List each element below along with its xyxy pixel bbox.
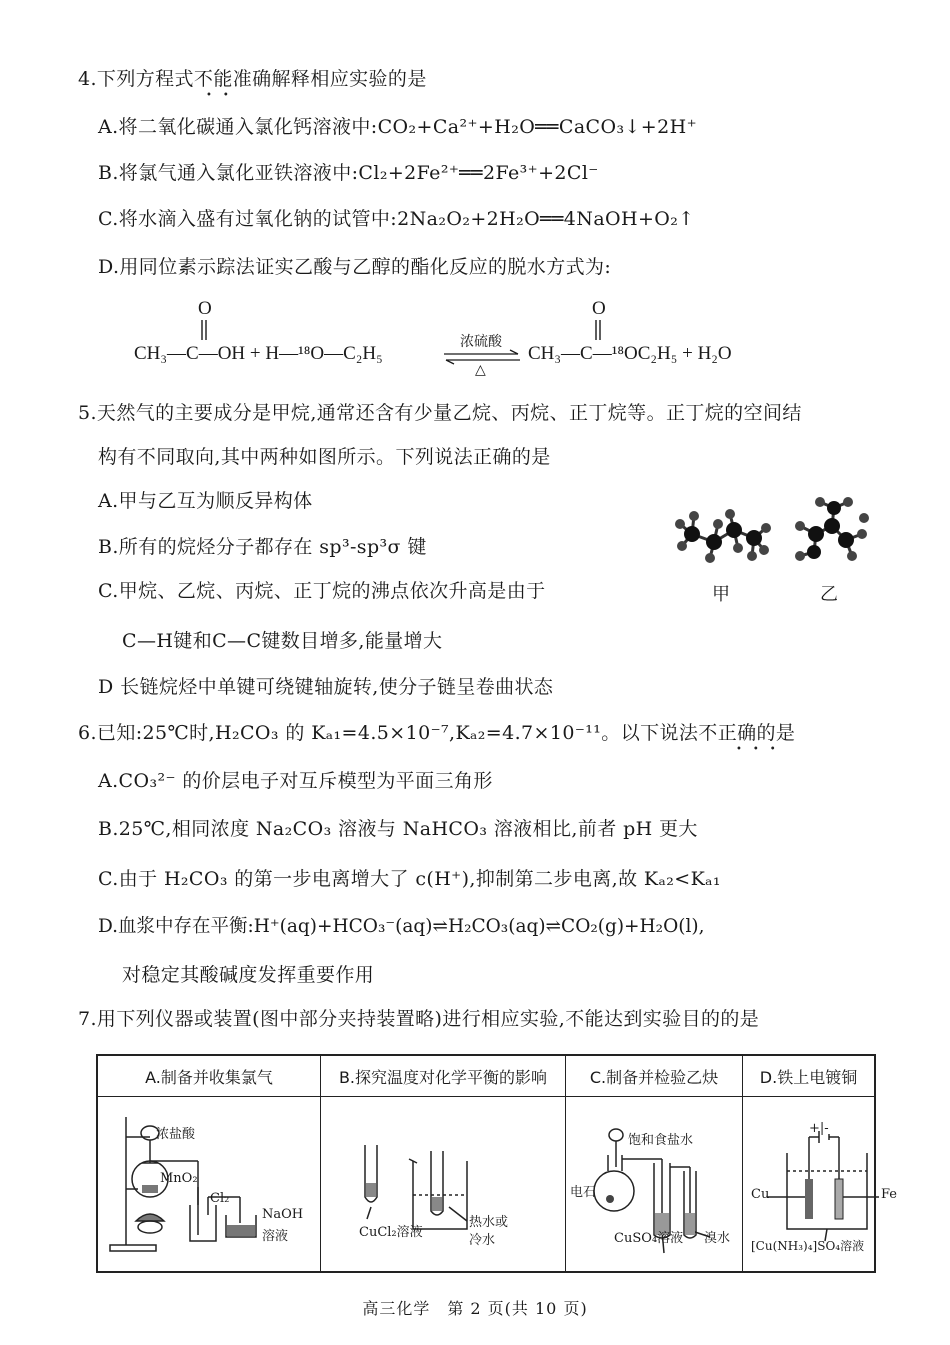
apparatus-b <box>321 1097 566 1273</box>
header-b: B.探究温度对化学平衡的影响 <box>321 1055 566 1097</box>
q5-option-c-line1: C.甲烷、乙烷、丙烷、正丁烷的沸点依次升高是由于 <box>98 580 546 602</box>
q4-option-c: C.将水滴入盛有过氧化钠的试管中:2Na₂O₂+2H₂O══4NaOH+O₂↑ <box>98 208 695 230</box>
label-iron: Fe <box>881 1187 898 1202</box>
equation-products: CH₃—C—¹⁸OC₂H₅ + H₂O <box>528 343 732 364</box>
q5-option-a: A.甲与乙互为顺反异构体 <box>98 490 313 512</box>
heat-symbol: △ <box>475 363 486 378</box>
label-copper: Cu <box>751 1187 770 1202</box>
q6-option-b: B.25℃,相同浓度 Na₂CO₃ 溶液与 NaHCO₃ 溶液相比,前者 pH 更大 <box>98 818 698 840</box>
label-cold-water: 冷水 <box>469 1233 496 1248</box>
q6-option-a: A.CO₃²⁻ 的价层电子对互斥模型为平面三角形 <box>98 770 493 792</box>
label-copper-complex-solution: [Cu(NH₃)₄]SO₄溶液 <box>751 1239 865 1253</box>
double-bond-lines <box>195 318 615 344</box>
apparatus-table <box>96 1054 898 1273</box>
apparatus-a <box>97 1097 321 1273</box>
equilibrium-apparatus-drawing <box>321 1097 557 1271</box>
q6-option-d-line1: D.血浆中存在平衡:H⁺(aq)+HCO₃⁻(aq)⇌H₂CO₃(aq)⇌CO₂(g)+H₂O(l), <box>98 916 705 937</box>
label-bromine-water: 溴水 <box>704 1231 731 1246</box>
q4-option-b: B.将氯气通入氯化亚铁溶液中:Cl₂+2Fe²⁺══2Fe³⁺+2Cl⁻ <box>98 162 599 184</box>
model-label-yi: 乙 <box>820 584 838 605</box>
equation-reactants: CH₃—C—OH + H—¹⁸O—C₂H₅ <box>134 343 383 364</box>
q5-option-c-line2: C—H键和C—C键数目增多,能量增大 <box>122 630 443 652</box>
butane-anti-model <box>672 504 772 564</box>
carbonyl-o-left: O <box>198 298 212 319</box>
q6-option-c: C.由于 H₂CO₃ 的第一步电离增大了 c(H⁺),抑制第二步电离,故 Kₐ₂<Kₐ₁ <box>98 868 721 890</box>
header-c: C.制备并检验乙炔 <box>566 1055 743 1097</box>
carbonyl-o-right: O <box>592 298 606 319</box>
label-naoh: NaOH <box>262 1207 304 1222</box>
q5-option-d: D 长链烷烃中单键可绕键轴旋转,使分子链呈卷曲状态 <box>98 676 554 698</box>
q6-option-d-line2: 对稳定其酸碱度发挥重要作用 <box>122 964 375 986</box>
label-cl2: Cl₂ <box>210 1191 230 1206</box>
label-calcium-carbide: 电石 <box>570 1185 597 1200</box>
label-mno2: MnO₂ <box>160 1171 198 1186</box>
q5-stem-line1: 5.天然气的主要成分是甲烷,通常还含有少量乙烷、丙烷、正丁烷等。正丁烷的空间结 <box>78 402 802 424</box>
page-footer: 高三化学 第 2 页(共 10 页) <box>362 1299 588 1318</box>
label-hot-water: 热水或 <box>469 1215 509 1230</box>
chlorine-apparatus-drawing <box>98 1097 312 1271</box>
emphasis-dots: ••• <box>736 744 787 755</box>
q4-option-a: A.将二氧化碳通入氯化钙溶液中:CO₂+Ca²⁺+H₂O══CaCO₃↓+2H⁺ <box>98 116 698 138</box>
label-conc-hcl: 浓盐酸 <box>156 1127 196 1142</box>
apparatus-c <box>566 1097 743 1273</box>
butane-gauche-model <box>788 496 874 564</box>
apparatus-d <box>743 1097 898 1273</box>
label-cucl2-solution: CuCl₂溶液 <box>359 1225 423 1240</box>
header-d: D.铁上电镀铜 <box>743 1055 876 1097</box>
q4-option-d: D.用同位素示踪法证实乙酸与乙醇的酯化反应的脱水方式为: <box>98 256 612 278</box>
catalyst-label: 浓硫酸 <box>460 335 502 350</box>
q4-stem: 4.下列方程式不能准确解释相应实验的是 <box>78 68 427 90</box>
label-polarity: +|- <box>809 1121 829 1136</box>
model-label-jia: 甲 <box>712 584 730 605</box>
label-solution: 溶液 <box>262 1229 289 1244</box>
q5-stem-line2: 构有不同取向,其中两种如图所示。下列说法正确的是 <box>98 446 551 468</box>
q6-stem: 6.已知:25℃时,H₂CO₃ 的 Kₐ₁=4.5×10⁻⁷,Kₐ₂=4.7×10⁻¹¹。以下说法不正确的是 <box>78 722 796 744</box>
label-cuso4-solution: CuSO₄溶液 <box>614 1231 684 1246</box>
q7-stem: 7.用下列仪器或装置(图中部分夹持装置略)进行相应实验,不能达到实验目的的是 <box>78 1008 760 1030</box>
q5-option-b: B.所有的烷烃分子都存在 sp³-sp³σ 键 <box>98 536 427 558</box>
header-a: A.制备并收集氯气 <box>97 1055 321 1097</box>
label-brine: 饱和食盐水 <box>628 1133 694 1148</box>
emphasis-dots: •• <box>206 90 240 101</box>
